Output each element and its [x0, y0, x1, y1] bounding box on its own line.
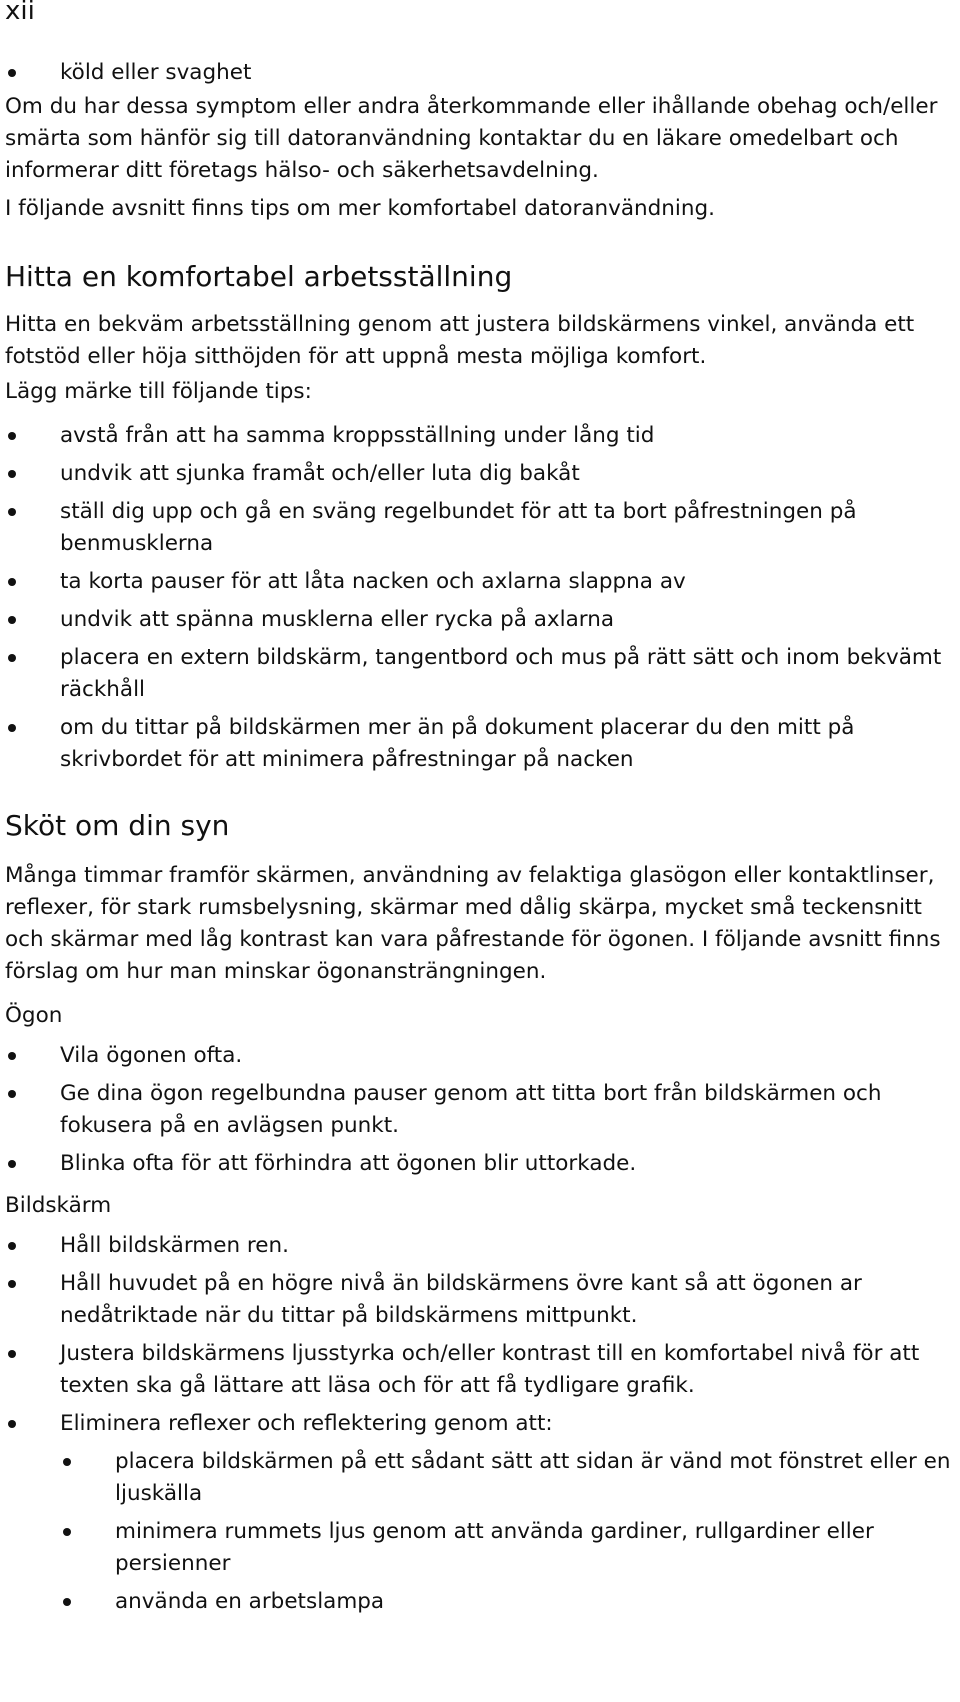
- list-item-text: Eliminera reflexer och reflektering genom att:: [60, 1411, 553, 1436]
- page-content: [5, 57, 955, 1624]
- intro-lead-paragraph: I följande avsnitt finns tips om mer komfortabel datoranvändning.: [5, 196, 716, 221]
- vision-paragraph: Många timmar framför skärmen, användning av felaktiga glasögon eller kontaktlinser, reflexer, för stark rumsbelysning, skärmar med dålig skärpa, mycket små teckensnitt och skärmar med låg kontrast kan vara påfrestande för ögonen. I följande avsnitt finns förslag om hur man minskar ögonansträngningen.: [5, 863, 941, 984]
- subheading-eyes: Ögon: [5, 1003, 63, 1028]
- intro-bullet-list: [5, 57, 955, 89]
- list-item: undvik att spänna musklerna eller rycka på axlarna: [5, 604, 955, 636]
- section-heading-vision: Sköt om din syn: [5, 809, 230, 842]
- list-item: Håll huvudet på en högre nivå än bildskärmens övre kant så att ögonen ar nedåtriktade när du tittar på bildskärmens mittpunkt.: [5, 1268, 955, 1332]
- page-number: xii: [5, 0, 35, 26]
- sub-list-item: minimera rummets ljus genom att använda gardiner, rullgardiner eller persienner: [60, 1516, 955, 1580]
- list-item: om du tittar på bildskärmen mer än på dokument placerar du den mitt på skrivbordet för att minimera påfrestningar på nacken: [5, 712, 955, 776]
- section-heading-posture: Hitta en komfortabel arbetsställning: [5, 260, 513, 293]
- list-item: avstå från att ha samma kroppsställning under lång tid: [5, 420, 955, 452]
- list-item: [5, 1408, 955, 1618]
- list-item: undvik att sjunka framåt och/eller luta dig bakåt: [5, 458, 955, 490]
- list-item: ställ dig upp och gå en sväng regelbundet för att ta bort påfrestningen på benmusklerna: [5, 496, 955, 560]
- sub-list-item: använda en arbetslampa: [60, 1586, 955, 1618]
- list-item: Justera bildskärmens ljusstyrka och/eller kontrast till en komfortabel nivå för att texten ska gå lättare att läsa och för att få tydligare grafik.: [5, 1338, 955, 1402]
- intro-paragraph: Om du har dessa symptom eller andra återkommande eller ihållande obehag och/eller smärta som hänför sig till datoranvändning kontaktar du en läkare omedelbart och informerar ditt företags hälso- och säkerhetsavdelning.: [5, 94, 938, 183]
- eyes-list: [5, 1040, 955, 1180]
- posture-paragraph: Hitta en bekväm arbetsställning genom att justera bildskärmens vinkel, använda ett fotstöd eller höja sitthöjden för att uppnå mesta möjliga komfort.: [5, 312, 915, 369]
- list-item: placera en extern bildskärm, tangentbord och mus på rätt sätt och inom bekvämt räckhåll: [5, 642, 955, 706]
- list-item: Blinka ofta för att förhindra att ögonen blir uttorkade.: [5, 1148, 955, 1180]
- list-item: Vila ögonen ofta.: [5, 1040, 955, 1072]
- list-item: ta korta pauser för att låta nacken och axlarna slappna av: [5, 566, 955, 598]
- list-item: Håll bildskärmen ren.: [5, 1230, 955, 1262]
- subheading-display: Bildskärm: [5, 1193, 112, 1218]
- display-list: [5, 1230, 955, 1618]
- posture-tips-list: [5, 420, 955, 776]
- sub-list-item: placera bildskärmen på ett sådant sätt att sidan är vänd mot fönstret eller en ljuskälla: [60, 1446, 955, 1510]
- display-sub-list: [60, 1446, 955, 1618]
- list-item: Ge dina ögon regelbundna pauser genom att titta bort från bildskärmen och fokusera på en avlägsen punkt.: [5, 1078, 955, 1142]
- posture-lead: Lägg märke till följande tips:: [5, 379, 312, 404]
- list-item: köld eller svaghet: [5, 57, 955, 89]
